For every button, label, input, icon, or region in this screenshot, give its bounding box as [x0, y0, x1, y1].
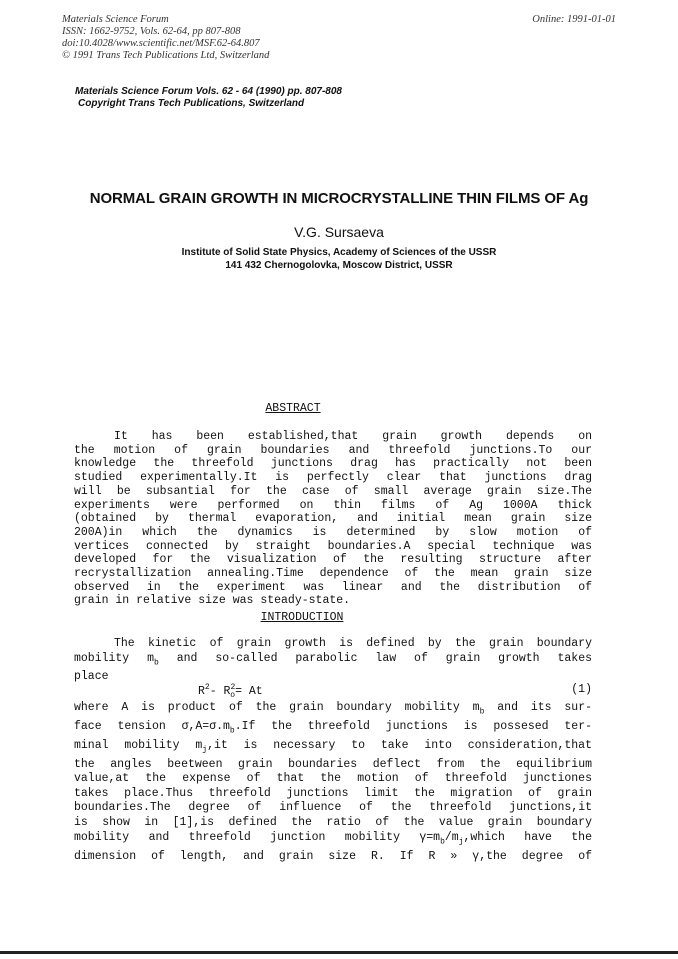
abstract-line: recrystallization annealing.Time dependence of the mean grain size	[74, 567, 592, 581]
text-line: face tension $\sigma,A=\sigma.m_b.If$ the threefold junctions is possesed ter-	[74, 719, 592, 736]
text-line: where A is product of the grain boundary mobility $m_b$ and its sur-	[74, 701, 592, 717]
issn-line: ISSN: 1662-9752, Vols. 62-64, pp 807-808	[62, 26, 241, 37]
copyright-line: Copyright Trans Tech Publications, Switzerland	[78, 98, 305, 109]
text-line: the angles beetween grain boundaries deflect from the equilibrium	[74, 757, 592, 771]
text-line: dimension of length, and grain size R. If R » γ,the degree of	[74, 849, 592, 863]
text-line: value,at the expense of that the motion of threefold junctiones	[74, 772, 592, 786]
text-line: takes place.Thus threefold junctions limit the migration of grain	[74, 786, 592, 800]
article-metadata	[62, 14, 269, 62]
text-line: mobility $m_b$ and so-called parabolic law of grain growth takes	[74, 651, 592, 667]
abstract-line: will be subsantial for the case of small average grain size.The	[74, 484, 592, 498]
abstract-line: It has been established,that grain growth depends on	[114, 430, 592, 443]
affiliation-address: 141 432 Chernogolovka, Moscow District, USSR	[225, 260, 453, 271]
abstract-line: knowledge the threefold junctions drag has practically not been	[74, 457, 592, 471]
abstract-text	[74, 430, 592, 608]
doi-line[interactable]: doi:10.4028/www.scientific.net/MSF.62-64.807	[62, 38, 260, 49]
online-date: Online: 1991-01-01	[532, 14, 616, 25]
abstract-line: experiments were performed on thin films of Ag 1000A thick	[74, 498, 592, 512]
publisher-copyright: © 1991 Trans Tech Publications Ltd, Switzerland	[62, 50, 270, 61]
abstract-line: the motion of grain boundaries and threefold junctions.To our	[74, 443, 592, 457]
introduction-heading: INTRODUCTION	[260, 611, 344, 624]
volume-line: Materials Science Forum Vols. 62 - 64 (1990) pp. 807-808	[75, 86, 342, 97]
intro-paragraph-1	[74, 637, 592, 685]
abstract-line: studied experimentally.It is perfectly clear that junctions drag	[74, 471, 592, 485]
journal-name: Materials Science Forum	[62, 14, 169, 25]
author-name: V.G. Sursaeva	[294, 224, 384, 240]
abstract-line: 200A)in which the dynamics is determined by slow motion of	[74, 525, 592, 539]
abstract-heading: ABSTRACT	[265, 402, 321, 415]
copyright-block	[75, 86, 342, 110]
text-line: place	[74, 670, 109, 684]
affiliation-institute: Institute of Solid State Physics, Academy of Sciences of the USSR	[181, 247, 497, 258]
text-line: The kinetic of grain growth is defined by the grain boundary	[114, 637, 592, 650]
abstract-line: vertices connected by straight boundaries.A special technique was	[74, 539, 592, 553]
equation-body: $R^2-$ $R^2_o= At$	[198, 683, 263, 701]
text-line: is show in [1],is defined the ratio of the value grain boundary	[74, 816, 592, 830]
text-line: minal mobility $m_j,it$ is necessary to take into consideration,that	[74, 738, 592, 755]
page-bottom-rule	[0, 951, 678, 954]
abstract-line: developed for the visualization of the resulting structure after	[74, 553, 592, 567]
intro-paragraph-2	[74, 701, 592, 864]
equation-number: (1)	[571, 683, 592, 696]
abstract-line: grain in relative size was steady-state.	[74, 594, 351, 608]
affiliation	[0, 246, 678, 272]
text-line: boundaries.The degree of influence of the threefold junctions,it	[74, 801, 592, 815]
text-line: mobility and threefold junction mobility $\gamma=m_b/m_j,which$ have the	[74, 830, 592, 846]
paper-title: NORMAL GRAIN GROWTH IN MICROCRYSTALLINE THIN FILMS OF Ag	[89, 190, 589, 207]
abstract-line: observed in the experiment was linear and the distribution of	[74, 580, 592, 594]
abstract-line: (obtained by thermal evaporation, and initial mean grain size	[74, 512, 592, 526]
